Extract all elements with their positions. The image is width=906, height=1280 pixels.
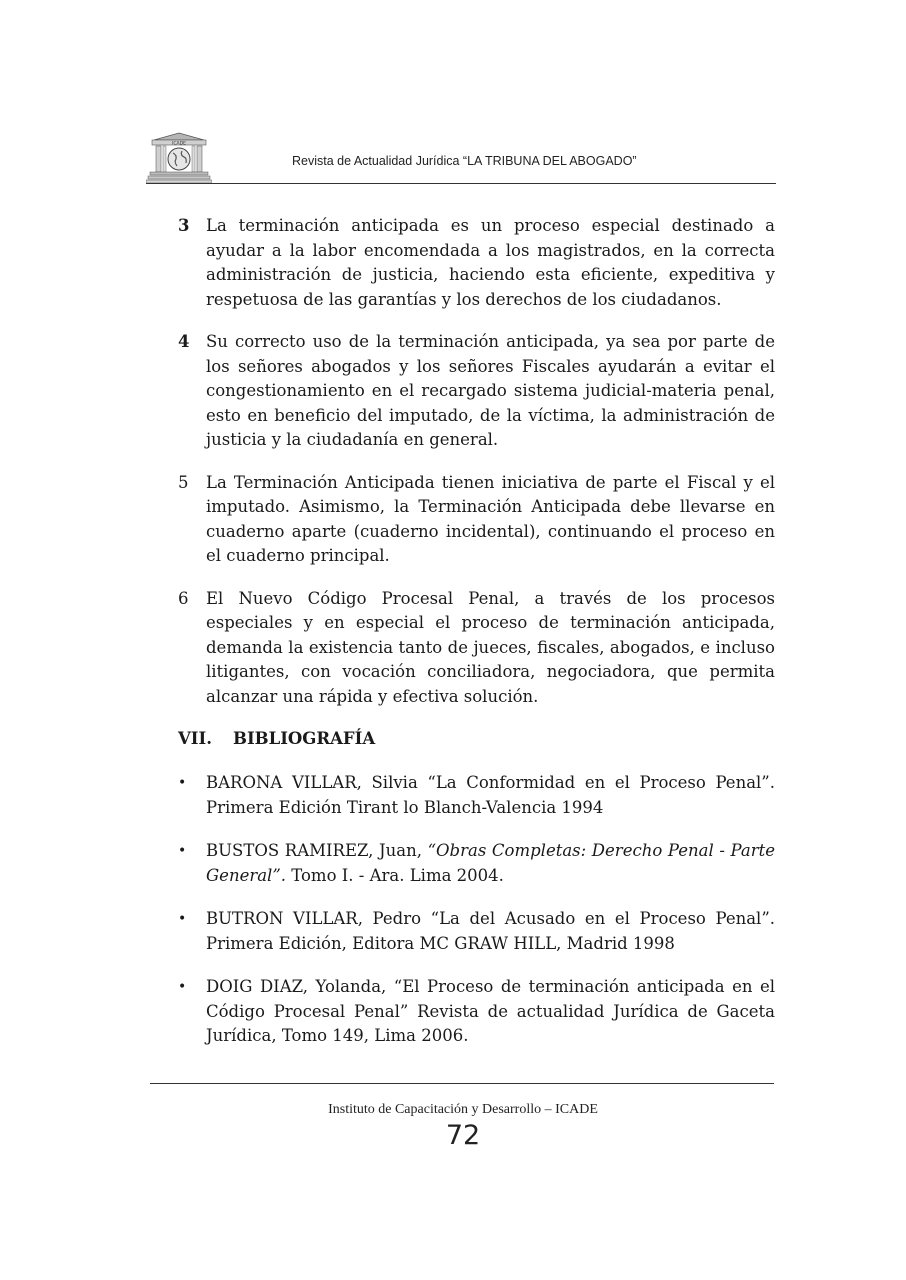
bibliography-text (206, 839, 775, 888)
item-number: 5 (178, 472, 189, 492)
footer-institute: Instituto de Capacitación y Desarrollo – ICADE (328, 1102, 598, 1117)
bibliography-entry (178, 771, 775, 820)
footer-divider (150, 1083, 774, 1084)
conclusion-item (178, 330, 775, 453)
item-number: 3 (178, 216, 190, 235)
bibliography-text: BUTRON VILLAR, Pedro “La del Acusado en el Proceso Penal”. Primera Edición, Editora MC GRAW HILL, Madrid 1998 (206, 909, 775, 953)
page-content (178, 214, 775, 1068)
bullet-icon: • (178, 775, 187, 791)
bibliography-text: BARONA VILLAR, Silvia “La Conformidad en el Proceso Penal”. Primera Edición Tirant lo Blanch-Valencia 1994 (206, 773, 775, 817)
bullet-icon: • (178, 911, 187, 927)
item-text: El Nuevo Código Procesal Penal, a través de los procesos especiales y en especial el proceso de terminación anticipada, demanda la existencia tanto de jueces, fiscales, abogados, e incluso litigantes, con vocación conciliadora, negociadora, que permita alcanzar una rápida y efectiva solución. (206, 588, 775, 706)
section-number: VII. (178, 729, 212, 748)
bibliography-entry (178, 839, 775, 888)
conclusion-item (178, 587, 775, 710)
section-heading (178, 727, 775, 751)
header-divider (146, 183, 776, 184)
bibliography-work-title: “Obras Completas: Derecho Penal - Parte General”. (206, 841, 775, 885)
section-title: BIBLIOGRAFÍA (233, 729, 376, 748)
item-text: Su correcto uso de la terminación anticipada, ya sea por parte de los señores abogados y los señores Fiscales ayudarán a evitar el congestionamiento en el recargado sistema judicial-materia penal, esto en beneficio del imputado, de la víctima, la administración de justicia y la ciudadanía en general. (206, 332, 775, 449)
bibliography-entry (178, 975, 775, 1049)
bibliography-details: Tomo I. - Ara. Lima 2004. (286, 865, 504, 885)
institution-logo-icon (146, 132, 212, 184)
svg-text:ICADE: ICADE (172, 141, 186, 147)
item-text: La terminación anticipada es un proceso especial destinado a ayudar a la labor encomendada a los magistrados, en la correcta administración de justicia, haciendo esta eficiente, expeditiva y respetuosa de las garantías y los derechos de los ciudadanos. (206, 216, 775, 309)
item-number: 6 (178, 588, 189, 608)
page-header (146, 128, 776, 185)
page-number: 72 (445, 1120, 481, 1151)
conclusion-item (178, 471, 775, 569)
journal-title: Revista de Actualidad Jurídica “LA TRIBUNA DEL ABOGADO” (292, 154, 637, 168)
item-text: La Terminación Anticipada tienen iniciativa de parte el Fiscal y el imputado. Asimismo, la Terminación Anticipada debe llevarse en cuaderno aparte (cuaderno incidental), continuando el proceso en el cuaderno principal. (206, 472, 775, 565)
bibliography-text: DOIG DIAZ, Yolanda, “El Proceso de terminación anticipada en el Código Procesal Penal” Revista de actualidad Jurídica de Gaceta Jurídica, Tomo 149, Lima 2006. (206, 977, 775, 1045)
bibliography-entry (178, 907, 775, 956)
item-number: 4 (178, 332, 190, 351)
conclusion-item (178, 214, 775, 312)
bullet-icon: • (178, 843, 187, 859)
bullet-icon: • (178, 979, 187, 995)
bibliography-author: BUSTOS RAMIREZ, Juan, (206, 841, 428, 860)
